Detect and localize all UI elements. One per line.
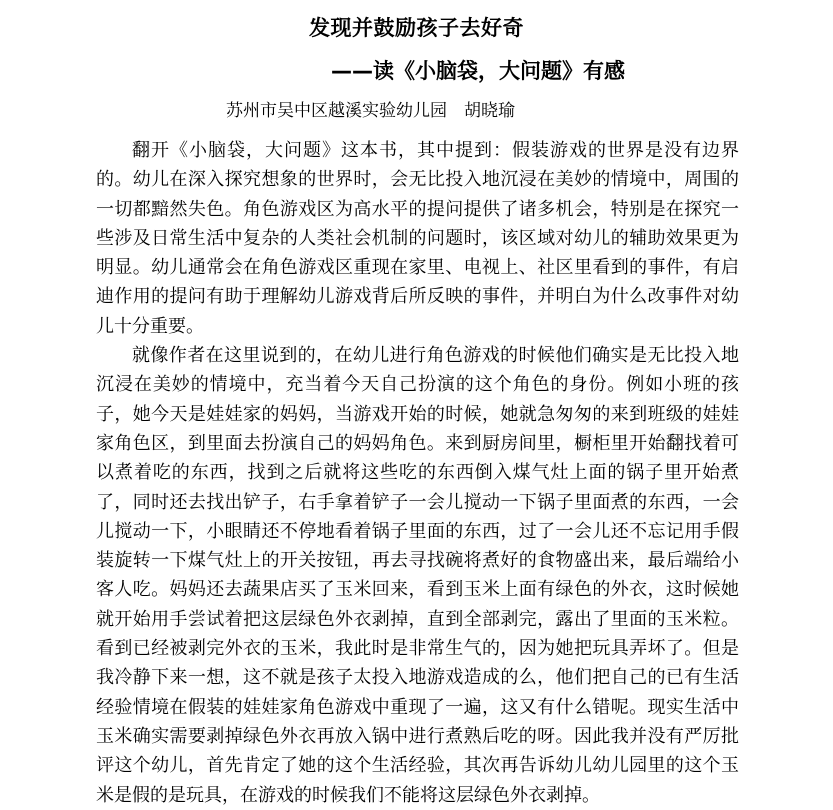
document-subtitle: ——读《小脑袋，大问题》有感 [331, 59, 625, 83]
author-line: 苏州市吴中区越溪实验幼儿园 胡晓瑜 [226, 101, 515, 121]
document-body [96, 136, 739, 810]
document-title: 发现并鼓励孩子去好奇 [309, 16, 524, 40]
paragraph: 就像作者在这里说到的，在幼儿进行角色游戏的时候他们确实是无比投入地沉浸在美妙的情境中，充当着今天自己扮演的这个角色的身份。例如小班的孩子，她今天是娃娃家的妈妈，当游戏开始的时候，她就急匆匆的来到班级的娃娃家角色区，到里面去扮演自己的妈妈角色。来到厨房间里，橱柜里开始翻找着可以煮着吃的东西，找到之后就将这些吃的东西倒入煤气灶上面的锅子里开始煮了，同时还去找出铲子，右手拿着铲子一会儿搅动一下锅子里面煮的东西，一会儿搅动一下，小眼睛还不停地看着锅子里面的东西，过了一会儿还不忘记用手假装旋转一下煤气灶上的开关按钮，再去寻找碗将煮好的食物盛出来，最后端给小客人吃。妈妈还去蔬果店买了玉米回来，看到玉米上面有绿色的外衣，这时候她就开始用手尝试着把这层绿色外衣剥掉，直到全部剥完，露出了里面的玉米粒。看到已经被剥完外衣的玉米，我此时是非常生气的，因为她把玩具弄坏了。但是我冷静下来一想，这不就是孩子太投入地游戏造成的么，他们把自己的已有生活经验情境在假装的娃娃家角色游戏中重现了一遍，这又有什么错呢。现实生活中玉米确实需要剥掉绿色外衣再放入锅中进行煮熟后吃的呀。因此我并没有严厉批评这个幼儿，首先肯定了她的这个生活经验，其次再告诉幼儿幼儿园里的这个玉米是假的是玩具，在游戏的时候我们不能将这层绿色外衣剥掉。 [96, 345, 739, 806]
paragraph: 翻开《小脑袋，大问题》这本书，其中提到：假装游戏的世界是没有边界的。幼儿在深入探究想象的世界时，会无比投入地沉浸在美妙的情境中，周围的一切都黯然失色。角色游戏区为高水平的提问提供了诸多机会，特别是在探究一些涉及日常生活中复杂的人类社会机制的问题时，该区域对幼儿的辅助效果更为明显。幼儿通常会在角色游戏区重现在家里、电视上、社区里看到的事件，有启迪作用的提问有助于理解幼儿游戏背后所反映的事件，并明白为什么改事件对幼儿十分重要。 [96, 140, 739, 337]
